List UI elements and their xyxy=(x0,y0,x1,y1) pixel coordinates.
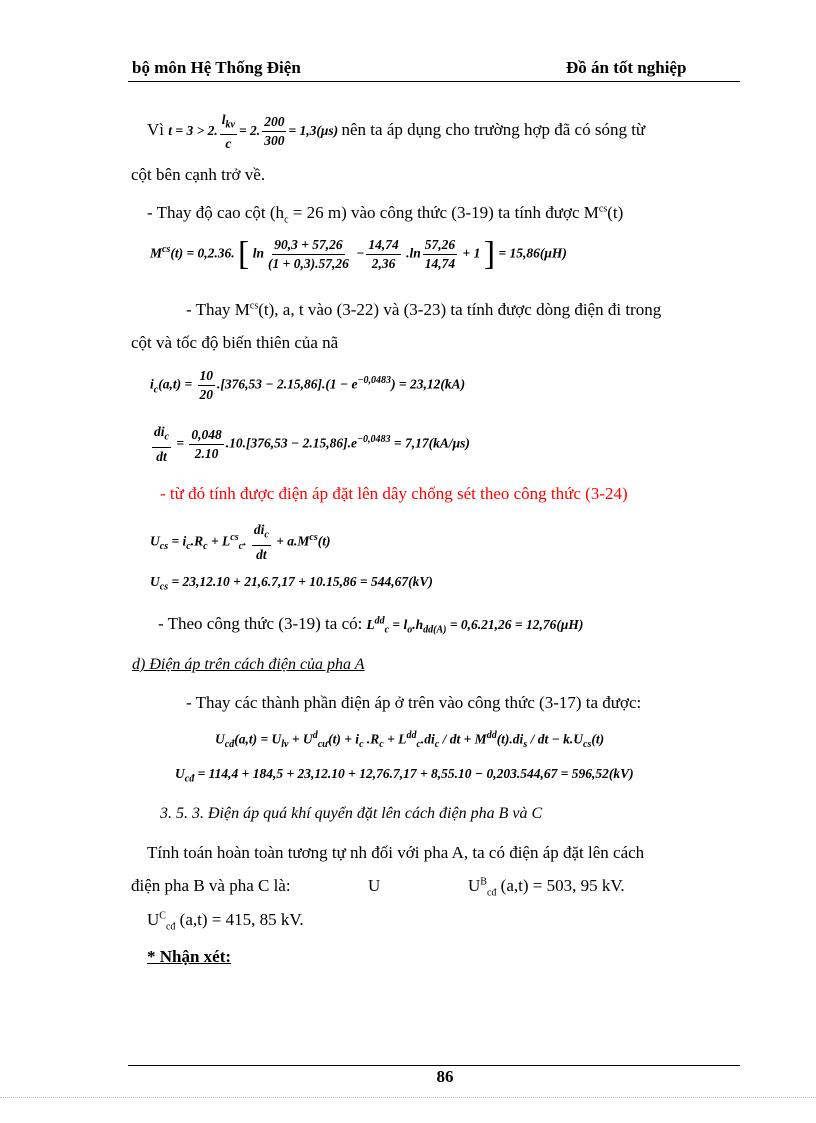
stray-u-symbol: U xyxy=(368,876,381,895)
paragraph-5: - Thay các thành phần điện áp ở trên vào công thức (3-17) ta được: xyxy=(186,693,642,712)
paragraph-4: - Theo công thức (3-19) ta có: $L^{dd}_c = l_o.h_{dd(A)} = 0,6.21,26 = 12,76(\mu H)$ xyxy=(158,614,584,636)
paragraph-6-line-2: điện pha B và pha C là: xyxy=(131,876,291,895)
header-right: Đồ án tốt nghiệp xyxy=(566,58,687,77)
paragraph-3-line-2: cột và tốc độ biến thiên của nã xyxy=(131,333,339,352)
equation-dic-dt: $\frac{di_c}{dt}$ = $\frac{0,048}{2.10}$ $.10.[376,53 - 2.15,86].e^{-0,0483} = 7,17(kA/\mu s)$ xyxy=(154,424,470,464)
paragraph-1-line-2: cột bên cạnh trở về. xyxy=(131,165,266,184)
equation-ucd-formula: $U_{cđ}(a,t) = U_{lv} + U^d_{cư}(t) + i_c$ $.R_c + L^{dd}_c.di_c$ / dt + $M^{dd}(t).di_s$ / dt − $k.U_{cs}(t)$ xyxy=(215,730,605,751)
equation-ucs-value: $U_{cs} = 23,12.10 + 21,6.7,17 + 10.15,86 = 544,67(kV)$ xyxy=(150,574,433,593)
paragraph-2: - Thay độ cao cột ($h_c = 26$ m) vào công thức (3-19) ta tính được $M^{cs}(t)$ xyxy=(147,203,624,226)
paragraph-3-line-1: - Thay $M^{cs}(t)$, a, t vào (3-22) và (3-23) ta tính được dòng điện đi trong xyxy=(186,300,662,319)
page-bottom-dotted-edge xyxy=(0,1097,816,1098)
section-d-heading: d) Điện áp trên cách điện của pha A xyxy=(132,656,365,673)
equation-mcs: $M^{cs}(t) = 0,2.36$. [ ln $\frac{90,3 + 57,26}{(1 + 0,3).57,26}$ − $\frac{14,74}{2,36}$ .ln $\frac{57,26}{14,74}$ + 1 ] = 15,86(μH) xyxy=(150,235,567,273)
red-instruction-line: - từ đó tính được điện áp đặt lên dây chống sét theo công thức (3-24) xyxy=(160,484,628,503)
equation-ucd-value: $U_{cđ} = 114,4 + 184,5 + 23,12.10 + 12,76.7,17 + 8,55.10 - 0,203.544,67 = 596,52(kV)$ xyxy=(175,766,634,785)
paragraph-6-line-1: Tính toán hoàn toàn tương tự nh đối với pha A, ta có điện áp đặt lên cách xyxy=(147,843,645,862)
page-number: 86 xyxy=(436,1067,454,1086)
equation-ucs-formula: $U_{cs} = i_c.R_c + L^{cs}_c$. $\frac{di_c}{dt}$ + $a.M^{cs}(t)$ xyxy=(150,522,331,562)
uc-value: $U^C_{cđ}$ (a,t) = 415, 85 kV. xyxy=(147,910,304,933)
footer-rule xyxy=(128,1065,740,1066)
header-left: bộ môn Hệ Thống Điện xyxy=(132,58,301,77)
section-353-heading: 3. 5. 3. Điện áp quá khí quyển đặt lên cách điện pha B và C xyxy=(160,805,543,822)
ub-value: $U^B_{cđ}$ (a,t) = 503, 95 kV. xyxy=(468,876,625,899)
paragraph-1-line-1: Vì t = 3 > 2. $\frac{l_{kv}}{c}$ = 2. $\frac{200}{300}$ = 1,3(μs) nên ta áp dụng cho trường hợp đã có sóng từ xyxy=(147,111,646,152)
header-rule xyxy=(128,81,740,82)
equation-ic: $i_c(a,t)$ = $\frac{10}{20}$ $.[376,53 - 2.15,86].(1 - e^{-0,0483}) = 23,12(kA)$ xyxy=(150,368,466,402)
nhan-xet-heading: * Nhận xét: xyxy=(147,947,232,966)
